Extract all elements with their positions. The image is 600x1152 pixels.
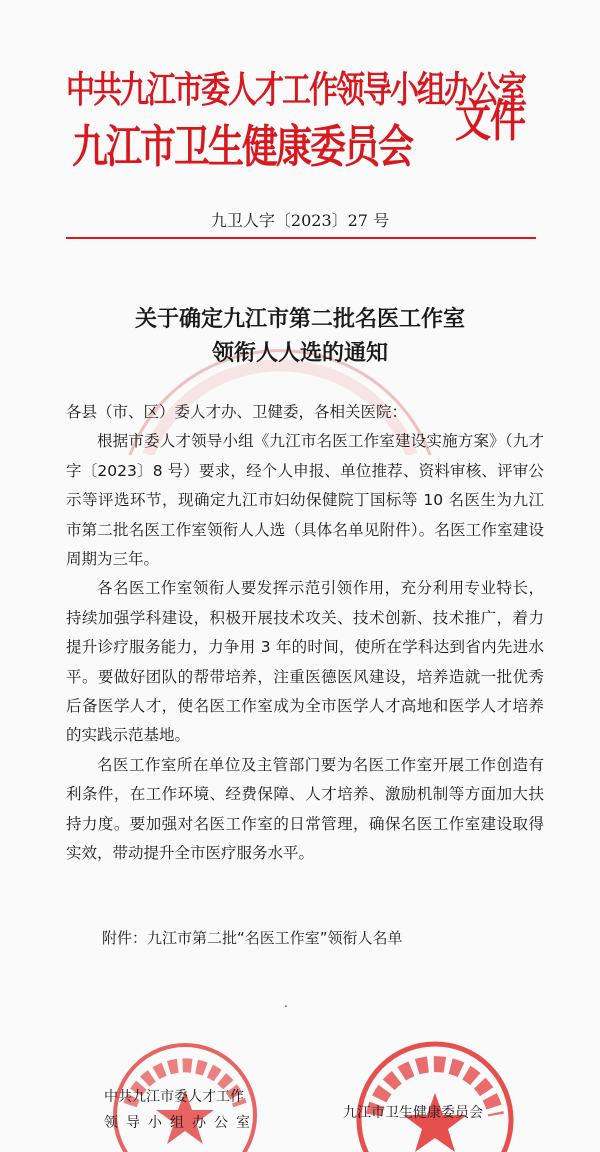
notice-title-line-1: 关于确定九江市第二批名医工作室 [134,306,465,332]
attachment-note: 附件：九江市第二批“名医工作室”领衔人名单 [102,929,403,947]
signature-issuer-1-line-2: 领导小组办公室 [104,1115,258,1131]
red-divider [66,237,536,239]
notice-title-line-2: 领衔人人选的通知 [211,340,388,366]
salutation: 各县（市、区）委人才办、卫健委，各相关医院： [66,403,408,421]
red-seal-icon [350,1035,520,1152]
issuer-line-1: 中共九江市委人才工作领导小组办公室 [66,68,526,111]
paragraph-2: 各名医工作室领衔人要发挥示范引领作用，充分利用专业特长，持续加强学科建设，积极开展技术攻关、技术创新、技术推广，着力提升诊疗服务能力，力争用 3 年的时间，使所在学科达到省内先进水平。要做好团队的帮带培养，注重医德医风建设，培养造就一批优秀后备医学人才，使名医工作室成为全市医学人才高地和医学人才培养的实践示范基地。 [66,579,544,745]
signature-issuer-2: 九江市卫生健康委员会 [343,1105,483,1121]
document-number: 九卫人字〔2023〕27 号 [210,211,390,230]
document-word: 文件 [455,96,526,148]
paragraph-3: 名医工作室所在单位及主管部门要为名医工作室开展工作创造有利条件，在工作环境、经费保障、人才培养、激励机制等方面加大扶持力度。要加强对名医工作室的日常管理，确保名医工作室建设取得实效，带动提升全市医疗服务水平。 [66,755,544,863]
paragraph-1: 根据市委人才领导小组《九江市名医工作室建设实施方案》（九才字〔2023〕8 号）要求，经个人申报、单位推荐、资料审核、评审公示等评选环节，现确定九江市妇幼保健院丁国标等 10 名医生为九江市第二批名医工作室领衔人人选（具体名单见附件）。名医工作室建设周期为三年。 [66,432,544,569]
signature-issuer-1-line-1: 中共九江市委人才工作 [104,1089,244,1105]
issuer-line-2: 九江市卫生健康委员会 [72,122,413,174]
stray-mark: . [284,996,288,1010]
notice-body [66,398,544,869]
